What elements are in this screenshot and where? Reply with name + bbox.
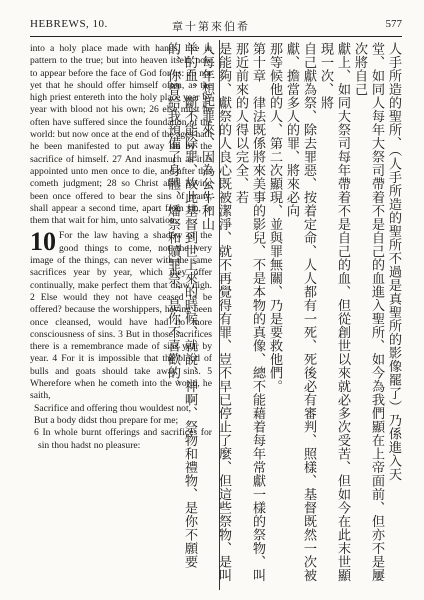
chinese-line: 是能夠、獻祭的人良心既被潔淨、就不再覺得有罪、豈不早已停止了麼、但這些祭物、是叫人每年想起罪來、因為公牛和山 bbox=[199, 42, 231, 582]
english-paragraph-2-text: For the law having a shadow of the good things to come, not the very image of the things, can never with the same sacrifices year by year, which they offer continually, make perfect them that draw nigh. 2 Else would they not have ceased to be offered? because the worshippers, having been once cleansed, would have had no more consciousness of sins. 3 But in those sacrifices there is a remembrance made of sins year by year. 4 For it is impossible that the blood of bulls and goats should take away sins. 5 Wherefore when he cometh into the world, he saith, bbox=[30, 230, 212, 402]
chinese-line: 羊的血、斷不能除罪、故此基督到世上來的時候、就說、神啊、祭物和禮物、是你不願要的、你曾給我預備了身體、燔祭和贖罪祭、是你不喜歡的、 bbox=[165, 42, 197, 569]
chapter-number: 10 bbox=[30, 227, 56, 257]
chinese-line: 堂、如同人每年大祭司帶着不是自己的血進入聖所、如今為我們顯在上帝面前、但亦不是屢次將自己 bbox=[352, 42, 384, 582]
chinese-text-column bbox=[165, 42, 402, 590]
header-chinese-title: 章十第來伯希 bbox=[172, 21, 250, 33]
quote-line-2: But a body didst thou prepare for me; bbox=[34, 414, 179, 426]
header-book-title: HEBREWS, 10. bbox=[30, 18, 108, 30]
chinese-line: 人手所造的聖所、（人手所造的聖所不過是真聖所的影像罷了）乃係進入天 bbox=[386, 42, 401, 481]
page-number: 577 bbox=[385, 18, 402, 30]
quote-line-1: Sacrifice and offering thou wouldest not, bbox=[34, 402, 192, 414]
quote-line-3: 6 In whole burnt offerings and sacrifices for sin thou hadst no pleasure: bbox=[34, 427, 212, 451]
chinese-line: 自己獻為祭、除去罪惡、按着定命、人人都有一死、死後必有審判、照樣、基督既然一次被獻、擔當多人的罪、將來必向 bbox=[284, 42, 316, 582]
english-paragraph-1: into a holy place made with hands, like in pattern to the true; but into heaven itself, now to appear before the face of God for us: 25 nor yet that he should offer himself often, as the high priest entereth into the holy place year by year with blood not his own; 26 else must he often have suffered since the foundation of the world: but now once at the end of the ages hath he been manifested to put away sin by the sacrifice of himself. 27 And inasmuch as it is appointed unto men once to die, and after this cometh judgment; 28 so Christ also, having been once offered to bear the sins of many, shall appear a second time, apart from sin, to them that wait for him, unto salvation. bbox=[30, 43, 212, 227]
chinese-line: 第十章 律法既係將來美事的影兒、不是本物的真像、總不能藉着每年常獻一樣的祭物、叫那近前來的人得以完全、若 bbox=[233, 42, 265, 582]
page-header bbox=[30, 18, 402, 37]
chinese-line: 獻上、如同大祭司每年帶着不是自己的血、但從創世以來就必多次受苦、但如今在此末世顯現一次、將 bbox=[318, 42, 350, 582]
chinese-line: 那等候他的人、第二次顯現、並與罪無關、乃是要救他們。 bbox=[267, 42, 282, 393]
